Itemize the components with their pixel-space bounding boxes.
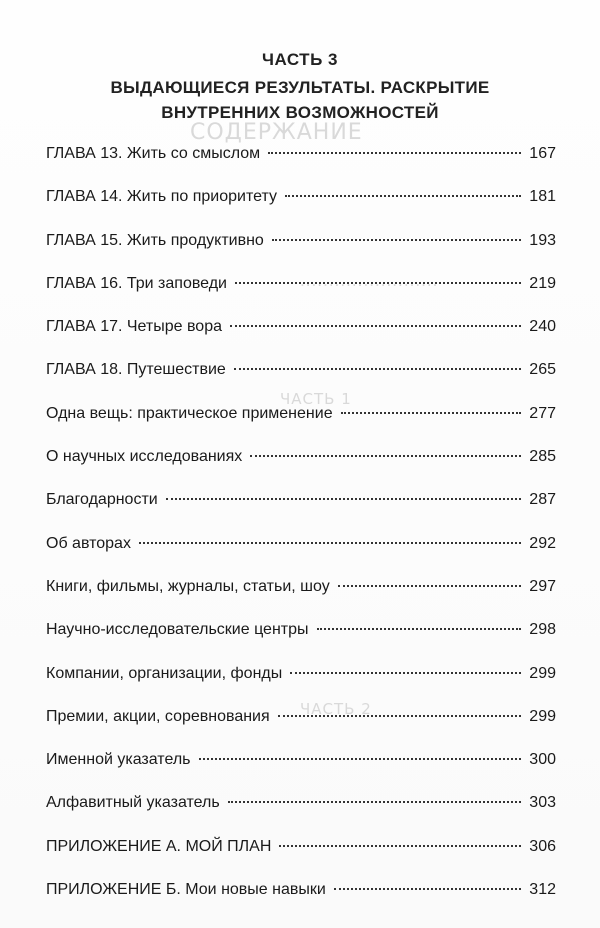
toc-entry-title: ГЛАВА 15. Жить продуктивно xyxy=(46,231,264,249)
dot-leader xyxy=(272,239,521,241)
toc-entry-page: 297 xyxy=(529,577,556,595)
toc-entry-title: ГЛАВА 13. Жить со смыслом xyxy=(46,145,261,162)
toc-entry xyxy=(46,751,556,794)
toc-entry-title: Премии, акции, соревнования xyxy=(46,707,270,725)
toc-entry xyxy=(46,232,556,275)
toc-entry xyxy=(46,318,556,361)
dot-leader xyxy=(341,412,522,414)
dot-leader xyxy=(139,542,521,544)
dot-leader xyxy=(166,498,522,500)
dot-leader xyxy=(230,325,521,327)
toc-entry xyxy=(46,361,556,404)
toc-entry-page: 181 xyxy=(529,188,556,206)
toc-entry-page: 306 xyxy=(529,837,556,855)
dot-leader xyxy=(338,585,522,587)
toc-entry xyxy=(46,275,556,318)
toc-entry-page: 303 xyxy=(529,794,556,812)
dot-leader xyxy=(285,195,521,197)
toc-entry xyxy=(46,145,556,188)
toc-entry-title: ГЛАВА 18. Путешествие xyxy=(46,361,226,379)
toc-entry-title: Книги, фильмы, журналы, статьи, шоу xyxy=(46,577,330,595)
toc-entry-title: Алфавитный указатель xyxy=(46,794,220,812)
dot-leader xyxy=(279,845,521,847)
toc-entry xyxy=(46,578,556,621)
toc-entry xyxy=(46,188,556,231)
show-through-text: СОДЕРЖАНИЕ xyxy=(190,120,363,145)
toc-entry-page: 292 xyxy=(529,534,556,552)
toc-entry-page: 300 xyxy=(529,751,556,769)
dot-leader xyxy=(228,801,522,803)
dot-leader xyxy=(234,368,521,370)
table-of-contents xyxy=(46,145,556,924)
dot-leader xyxy=(199,758,522,760)
part-label: ЧАСТЬ 3 xyxy=(262,50,338,69)
toc-entry-page: 193 xyxy=(529,231,556,249)
dot-leader xyxy=(278,715,522,717)
toc-entry-title: Благодарности xyxy=(46,491,158,509)
toc-entry-page: 277 xyxy=(529,404,556,422)
toc-entry-title: ПРИЛОЖЕНИЕ А. МОЙ ПЛАН xyxy=(46,837,272,855)
toc-entry-page: 312 xyxy=(529,881,556,899)
toc-entry-page: 265 xyxy=(529,361,556,379)
part-title-line-2: ВНУТРЕННИХ ВОЗМОЖНОСТЕЙ xyxy=(161,103,439,122)
toc-entry-page: 298 xyxy=(529,621,556,639)
dot-leader xyxy=(317,628,522,630)
toc-entry xyxy=(46,665,556,708)
toc-entry xyxy=(46,491,556,534)
toc-entry xyxy=(46,881,556,924)
toc-entry-page: 299 xyxy=(529,707,556,725)
toc-entry-page: 219 xyxy=(529,274,556,292)
toc-entry-page: 299 xyxy=(529,664,556,682)
toc-entry-page: 167 xyxy=(529,145,556,162)
toc-entry xyxy=(46,448,556,491)
dot-leader xyxy=(268,152,521,154)
toc-entry-page: 285 xyxy=(529,448,556,466)
toc-entry xyxy=(46,621,556,664)
show-through-text: ЧАСТЬ 1 xyxy=(280,390,352,408)
toc-entry xyxy=(46,405,556,448)
toc-entry-title: Компании, организации, фонды xyxy=(46,664,283,682)
dot-leader xyxy=(334,888,521,890)
toc-entry-title: Одна вещь: практическое применение xyxy=(46,404,333,422)
toc-entry-page: 287 xyxy=(529,491,556,509)
toc-entry-page: 240 xyxy=(529,318,556,336)
dot-leader xyxy=(235,282,521,284)
toc-entry-title: ГЛАВА 14. Жить по приоритету xyxy=(46,188,277,206)
dot-leader xyxy=(290,672,521,674)
toc-entry-title: Об авторах xyxy=(46,534,131,552)
toc-entry-title: ПРИЛОЖЕНИЕ Б. Мои новые навыки xyxy=(46,881,326,899)
show-through-text: ........................ xyxy=(300,272,439,290)
toc-entry xyxy=(46,535,556,578)
show-through-text: ЧАСТЬ 2 xyxy=(300,700,372,718)
toc-entry-title: Научно-исследовательские центры xyxy=(46,621,309,639)
toc-entry xyxy=(46,838,556,881)
dot-leader xyxy=(250,455,521,457)
toc-entry-title: О научных исследованиях xyxy=(46,448,243,466)
toc-entry xyxy=(46,794,556,837)
toc-entry-title: Именной указатель xyxy=(46,751,191,769)
toc-entry xyxy=(46,708,556,751)
toc-entry-title: ГЛАВА 16. Три заповеди xyxy=(46,274,227,292)
toc-entry-title: ГЛАВА 17. Четыре вора xyxy=(46,318,222,336)
part-title-line-1: ВЫДАЮЩИЕСЯ РЕЗУЛЬТАТЫ. РАСКРЫТИЕ xyxy=(110,78,490,97)
